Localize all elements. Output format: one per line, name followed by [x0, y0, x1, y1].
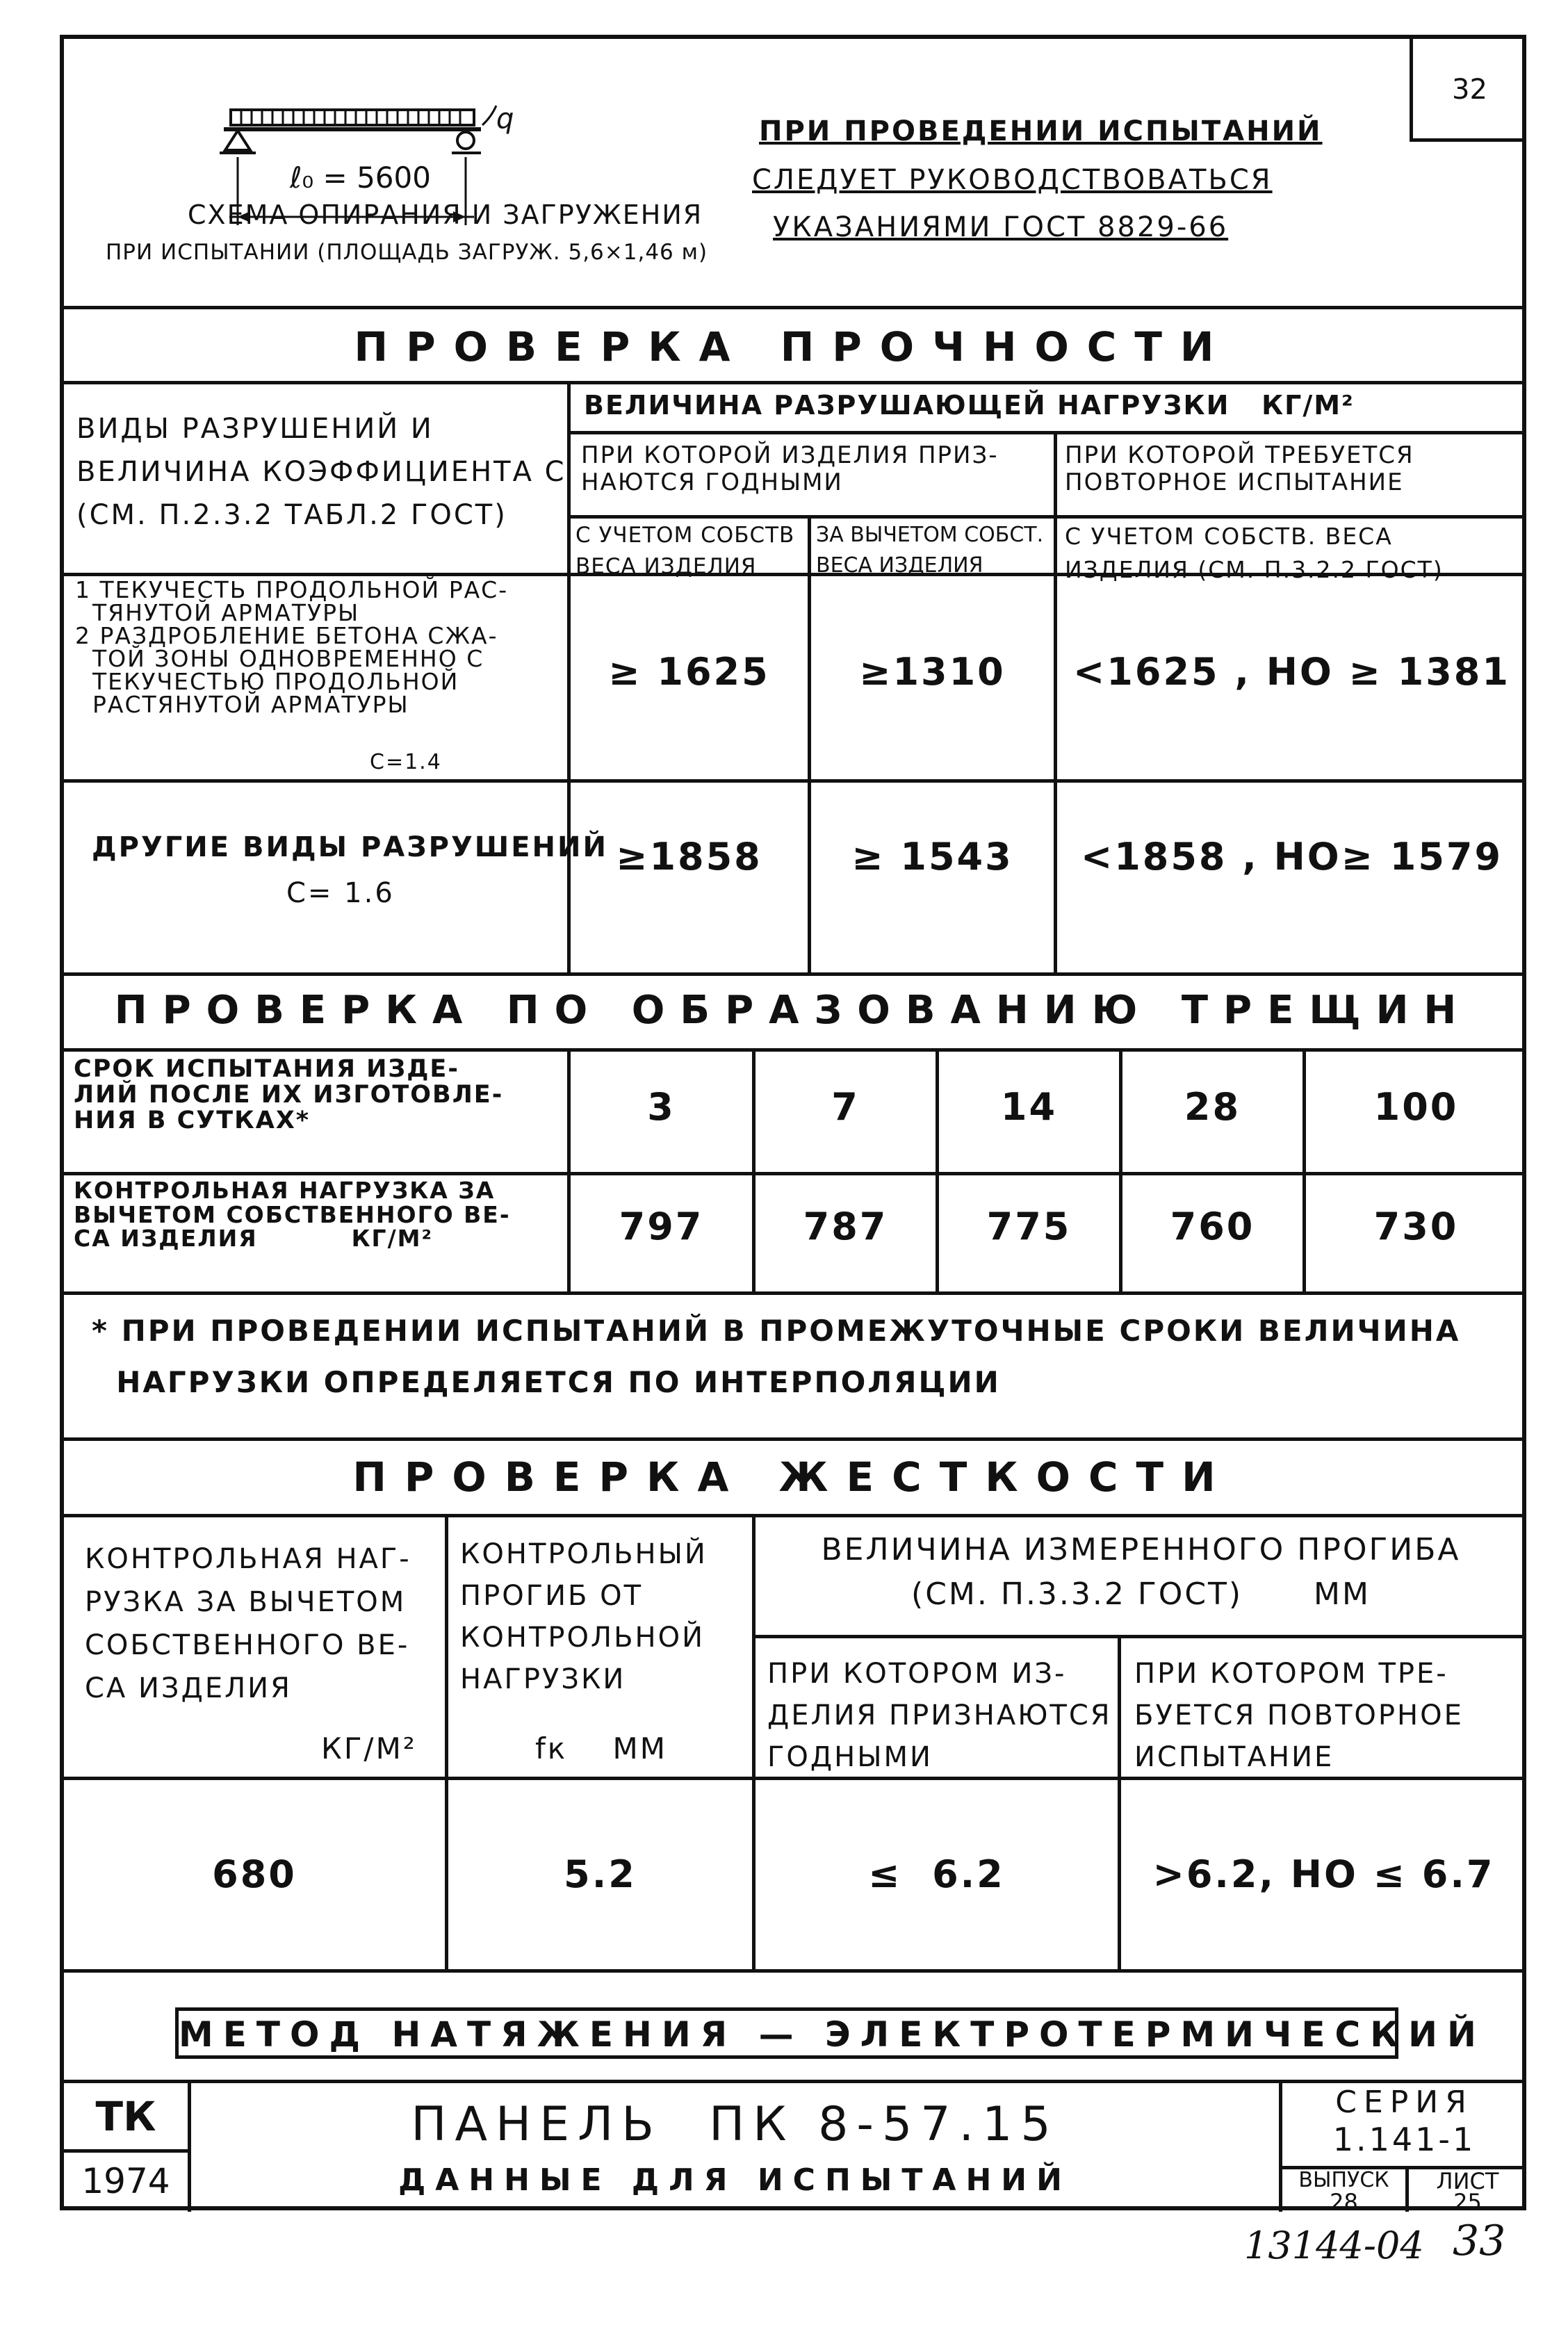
panel-subtitle: ДАННЫЕ ДЛЯ ИСПЫТАНИЙ	[398, 2162, 1072, 2198]
stiffness-control-load-unit: КГ/М²	[321, 1731, 417, 1766]
load-cell-2: 787	[803, 1205, 888, 1248]
control-load-label: КОНТРОЛЬНАЯ НАГРУЗКА ЗА ВЫЧЕТОМ СОБСТВЕННОГО ВЕ- СА ИЗДЕЛИЯ КГ/М²	[74, 1177, 511, 1253]
load-label: q	[496, 103, 514, 135]
deflection-retest-value: >6.2, НО ≤ 6.7	[1152, 1852, 1495, 1896]
issue-label: ВЫПУСК	[1298, 2168, 1389, 2192]
days-cell-2: 7	[831, 1085, 860, 1129]
breaking-load-header: ВЕЛИЧИНА РАЗРУШАЮЩЕЙ НАГРУЗКИ КГ/М²	[584, 390, 1355, 421]
days-cell-5: 100	[1373, 1085, 1459, 1129]
year: 1974	[81, 2161, 170, 2201]
load-cell-1: 797	[619, 1205, 704, 1248]
with-own-weight-header: С УЧЕТОМ СОБСТВ ВЕСА ИЗДЕЛИЯ	[575, 523, 795, 579]
strength-without-weight-1: ≥1310	[859, 650, 1006, 694]
strength-without-weight-2: ≥ 1543	[851, 835, 1013, 879]
sheet-value: 25	[1453, 2189, 1482, 2215]
sheet-label: ЛИСТ	[1436, 2168, 1499, 2194]
archive-number: 13144-04	[1244, 2224, 1424, 2267]
series-value: 1.141-1	[1332, 2121, 1476, 2158]
scheme-caption-1: СХЕМА ОПИРАНИЯ И ЗАГРУЖЕНИЯ	[188, 199, 703, 230]
deflection-good-header: ПРИ КОТОРОМ ИЗ- ДЕЛИЯ ПРИЗНАЮТСЯ ГОДНЫМИ	[767, 1658, 1112, 1773]
strength-retest-2: <1858 , НО≥ 1579	[1080, 835, 1503, 879]
load-cell-4: 760	[1170, 1205, 1255, 1248]
strength-section-title: ПРОВЕРКА ПРОЧНОСТИ	[354, 323, 1232, 370]
test-note-line-3: УКАЗАНИЯМИ ГОСТ 8829-66	[773, 211, 1229, 243]
page-number-top: 32	[1452, 74, 1487, 106]
tension-method-box	[175, 2007, 1486, 2059]
failure-type-row-2: ДРУГИЕ ВИДЫ РАЗРУШЕНИЙ	[92, 831, 608, 863]
strength-retest-1: <1625 , НО ≥ 1381	[1073, 650, 1510, 694]
test-note-line-1: ПРИ ПРОВЕДЕНИИ ИСПЫТАНИЙ	[759, 115, 1323, 147]
span-label: ℓ₀ = 5600	[290, 161, 431, 195]
org-code: ТК	[95, 2093, 156, 2140]
interpolation-footnote: * ПРИ ПРОВЕДЕНИИ ИСПЫТАНИЙ В ПРОМЕЖУТОЧНЫЕ СРОКИ ВЕЛИЧИНА НАГРУЗКИ ОПРЕДЕЛЯЕТСЯ ПО ИНТЕРПОЛЯЦИИ	[92, 1314, 1461, 1399]
control-deflection-unit: fк ММ	[535, 1731, 668, 1766]
failure-types-header: ВИДЫ РАЗРУШЕНИЙ И ВЕЛИЧИНА КОЭФФИЦИЕНТА С (СМ. П.2.3.2 ТАБЛ.2 ГОСТ)	[76, 413, 566, 531]
cracks-section-title: ПРОВЕРКА ПО ОБРАЗОВАНИЮ ТРЕЩИН	[114, 988, 1472, 1033]
retest-header: ПРИ КОТОРОЙ ТРЕБУЕТСЯ ПОВТОРНОЕ ИСПЫТАНИЕ	[1065, 441, 1414, 497]
coef-row-1: С=1.4	[370, 750, 442, 774]
control-deflection-header: КОНТРОЛЬНЫЙ ПРОГИБ ОТ КОНТРОЛЬНОЙ НАГРУЗКИ	[460, 1538, 708, 1695]
bottom-page-number: 33	[1453, 2217, 1506, 2265]
good-products-header: ПРИ КОТОРОЙ ИЗДЕЛИЯ ПРИЗ- НАЮТСЯ ГОДНЫМИ	[581, 441, 999, 497]
deflection-retest-header: ПРИ КОТОРОМ ТРЕ- БУЕТСЯ ПОВТОРНОЕ ИСПЫТАНИЕ	[1134, 1658, 1464, 1773]
page-number-box	[1410, 39, 1526, 142]
stiffness-control-load-header: КОНТРОЛЬНАЯ НАГ- РУЗКА ЗА ВЫЧЕТОМ СОБСТВЕННОГО ВЕ- СА ИЗДЕЛИЯ	[85, 1543, 411, 1704]
strength-with-weight-2: ≥1858	[616, 835, 762, 879]
load-cell-3: 775	[986, 1205, 1072, 1248]
stiffness-control-load-value: 680	[212, 1852, 297, 1896]
days-cell-3: 14	[1000, 1085, 1058, 1129]
test-note-line-2: СЛЕДУЕТ РУКОВОДСТВОВАТЬСЯ	[752, 164, 1273, 196]
scheme-caption-2: ПРИ ИСПЫТАНИИ (ПЛОЩАДЬ ЗАГРУЖ. 5,6×1,46 м)	[106, 240, 708, 265]
days-cell-1: 3	[647, 1085, 676, 1129]
retest-own-weight-header: С УЧЕТОМ СОБСТВ. ВЕСА ИЗДЕЛИЯ (СМ. П.3.2.2 ГОСТ)	[1065, 523, 1444, 583]
days-cell-4: 28	[1184, 1085, 1241, 1129]
deflection-good-value: ≤ 6.2	[868, 1852, 1005, 1896]
tension-method-text: МЕТОД НАТЯЖЕНИЯ — ЭЛЕКТРОТЕРМИЧЕСКИЙ	[179, 2014, 1486, 2055]
control-deflection-value: 5.2	[564, 1852, 637, 1896]
coef-row-2: С= 1.6	[286, 877, 395, 909]
issue-value: 28	[1330, 2189, 1358, 2215]
without-own-weight-header: ЗА ВЫЧЕТОМ СОБСТ. ВЕСА ИЗДЕЛИЯ	[816, 523, 1044, 578]
measured-deflection-header: ВЕЛИЧИНА ИЗМЕРЕННОГО ПРОГИБА (СМ. П.3.3.2 ГОСТ) ММ	[821, 1532, 1461, 1612]
failure-type-row-1: 1 ТЕКУЧЕСТЬ ПРОДОЛЬНОЙ РАС- ТЯНУТОЙ АРМАТУРЫ 2 РАЗДРОБЛЕНИЕ БЕТОНА СЖА- ТОЙ ЗОНЫ ОДНОВРЕМЕННО С ТЕКУЧЕСТЬЮ ПРОДОЛЬНОЙ РАСТЯНУТОЙ АРМАТУРЫ	[75, 576, 509, 718]
panel-title: ПАНЕЛЬ ПК 8-57.15	[411, 2097, 1059, 2152]
drawing-sheet	[60, 35, 1526, 2215]
strength-with-weight-1: ≥ 1625	[608, 650, 770, 694]
test-age-label: СРОК ИСПЫТАНИЯ ИЗДЕ- ЛИЙ ПОСЛЕ ИХ ИЗГОТОВЛЕ- НИЯ В СУТКАХ*	[74, 1055, 504, 1134]
series-label: СЕРИЯ	[1335, 2085, 1473, 2120]
load-cell-5: 730	[1373, 1205, 1459, 1248]
stiffness-section-title: ПРОВЕРКА ЖЕСТКОСТИ	[352, 1453, 1234, 1501]
